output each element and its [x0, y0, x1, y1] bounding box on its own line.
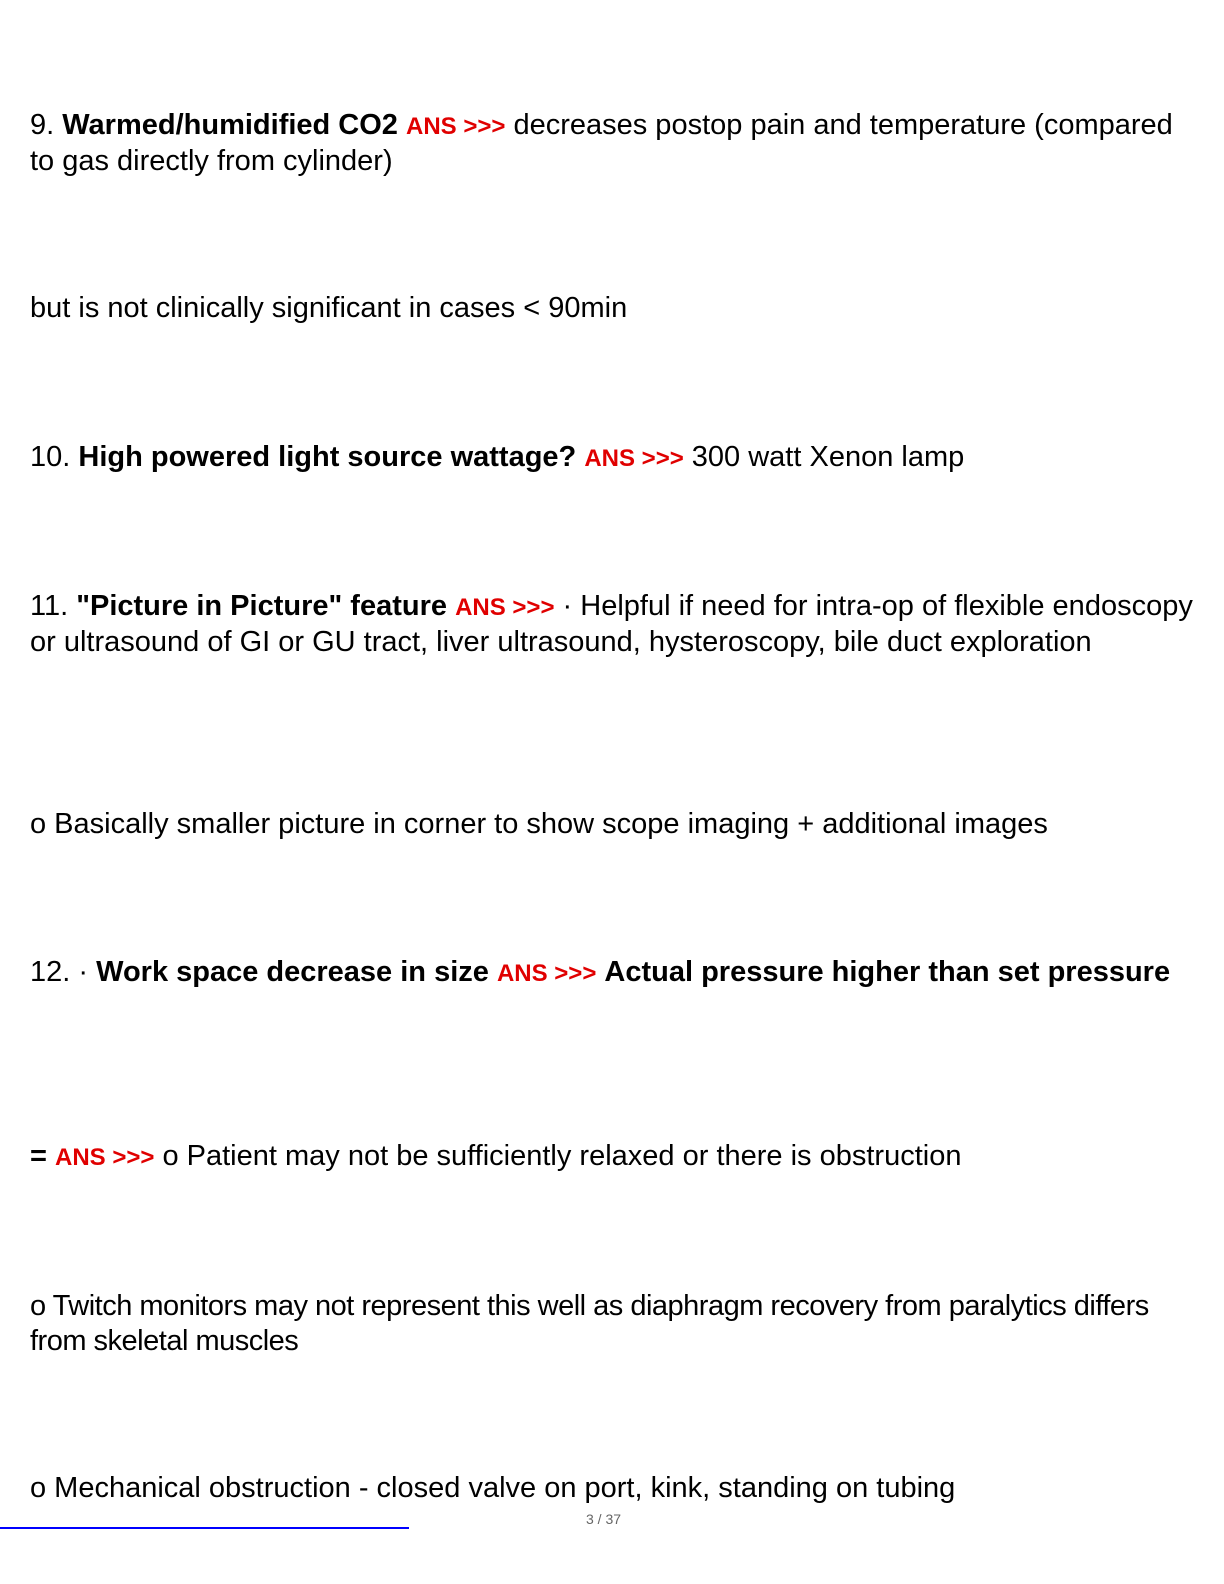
- note-paragraph: o Mechanical obstruction - closed valve on port, kink, standing on tubing: [30, 1472, 956, 1504]
- answer-text: · Helpful if need for intra-op of flexible endoscopy or ultrasound of GI or GU tract, liver ultrasound, hysteroscopy, bile duct exploration: [30, 590, 1193, 658]
- ans-marker: ANS >>>: [55, 1144, 155, 1171]
- answer-text: decreases postop pain and temperature (compared to gas directly from cylinder): [30, 109, 1173, 177]
- question-text: Work space decrease in size: [96, 956, 489, 988]
- ans-marker: ANS >>>: [455, 594, 555, 621]
- question-text: High powered light source wattage?: [78, 441, 577, 473]
- question-text: "Picture in Picture" feature: [76, 590, 448, 622]
- answer-text: Actual pressure higher than set pressure: [604, 956, 1171, 988]
- qa-item-10: [30, 440, 1200, 476]
- qa-item-9: [30, 108, 1200, 179]
- ans-note-paragraph: [30, 1139, 1200, 1175]
- ans-marker: ANS >>>: [584, 445, 684, 472]
- footer-divider: [0, 1527, 409, 1529]
- qa-item-11: [30, 589, 1200, 660]
- item-number: 11.: [30, 590, 69, 622]
- item-number: 12. ·: [30, 956, 89, 988]
- item-number: 9.: [30, 109, 55, 141]
- question-text: Warmed/humidified CO2: [62, 109, 398, 141]
- equals-prefix: =: [30, 1140, 47, 1172]
- item-number: 10.: [30, 441, 71, 473]
- ans-marker: ANS >>>: [496, 960, 597, 987]
- note-text: o Patient may not be sufficiently relaxed or there is obstruction: [162, 1140, 962, 1172]
- page-number: 3 / 37: [586, 1511, 622, 1527]
- ans-marker: ANS >>>: [406, 113, 506, 140]
- answer-text: 300 watt Xenon lamp: [691, 441, 965, 473]
- note-paragraph: o Basically smaller picture in corner to show scope imaging + additional images: [30, 808, 1048, 840]
- qa-item-12: [30, 955, 1224, 991]
- note-paragraph: but is not clinically significant in cases < 90min: [30, 292, 628, 324]
- note-paragraph: o Twitch monitors may not represent this well as diaphragm recovery from paralytics differs from skeletal muscles: [30, 1290, 1149, 1357]
